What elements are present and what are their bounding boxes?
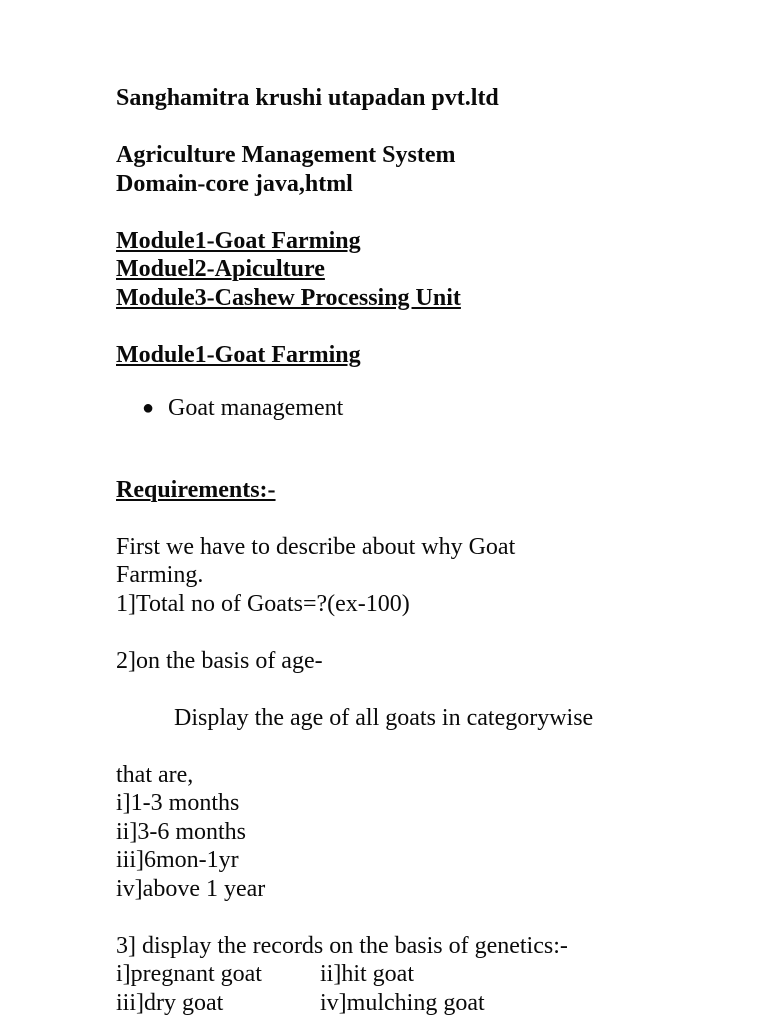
domain-line: Domain-core java,html	[116, 170, 353, 197]
bullet-list	[116, 393, 698, 423]
intro-line-1: First we have to describe about why Goat	[116, 533, 516, 560]
genetics-item-left: iii]dry goat	[116, 989, 224, 1016]
requirement-2-sub-continued: that are,	[116, 761, 194, 788]
requirement-2-sub	[116, 675, 698, 761]
requirement-1: 1]Total no of Goats=?(ex-100)	[116, 590, 410, 617]
genetics-item-right: iv]mulching goat	[320, 989, 485, 1016]
spacer	[116, 903, 698, 932]
age-category-3: iii]6mon-1yr	[116, 847, 239, 873]
section-heading-module1: Module1-Goat Farming	[116, 341, 361, 368]
age-category-4: iv]above 1 year	[116, 875, 266, 902]
genetics-row	[116, 960, 698, 989]
requirement-3-heading: 3] display the records on the basis of genetics:-	[116, 932, 568, 959]
requirements-heading: Requirements:-	[116, 476, 276, 503]
age-category-1: i]1-3 months	[116, 790, 240, 816]
project-title: Agriculture Management System	[116, 142, 456, 168]
company-title: Sanghamitra krushi utapadan pvt.ltd	[116, 85, 499, 111]
genetics-item-left: i]pregnant goat	[116, 961, 262, 987]
module-index-item-2: Moduel2-Apiculture	[116, 256, 325, 282]
spacer	[116, 369, 698, 393]
list-item-label: Goat management	[168, 395, 344, 421]
genetics-row	[116, 989, 698, 1018]
document-body	[116, 84, 698, 1017]
age-category-2: ii]3-6 months	[116, 818, 246, 845]
spacer	[116, 198, 698, 227]
spacer	[116, 452, 698, 476]
spacer	[116, 618, 698, 647]
spacer	[116, 312, 698, 341]
intro-line-2: Farming.	[116, 562, 204, 588]
spacer	[116, 423, 698, 452]
genetics-item-right: ii]hit goat	[320, 961, 414, 987]
module-index-item-1: Module1-Goat Farming	[116, 227, 361, 254]
list-item	[116, 393, 698, 423]
spacer	[116, 113, 698, 142]
spacer	[116, 504, 698, 533]
requirement-2-heading: 2]on the basis of age-	[116, 647, 323, 674]
module-index-item-3: Module3-Cashew Processing Unit	[116, 284, 461, 311]
bullet-disc-icon: ●	[142, 397, 155, 419]
requirement-2-sub-text: Display the age of all goats in categorywise	[174, 704, 594, 731]
